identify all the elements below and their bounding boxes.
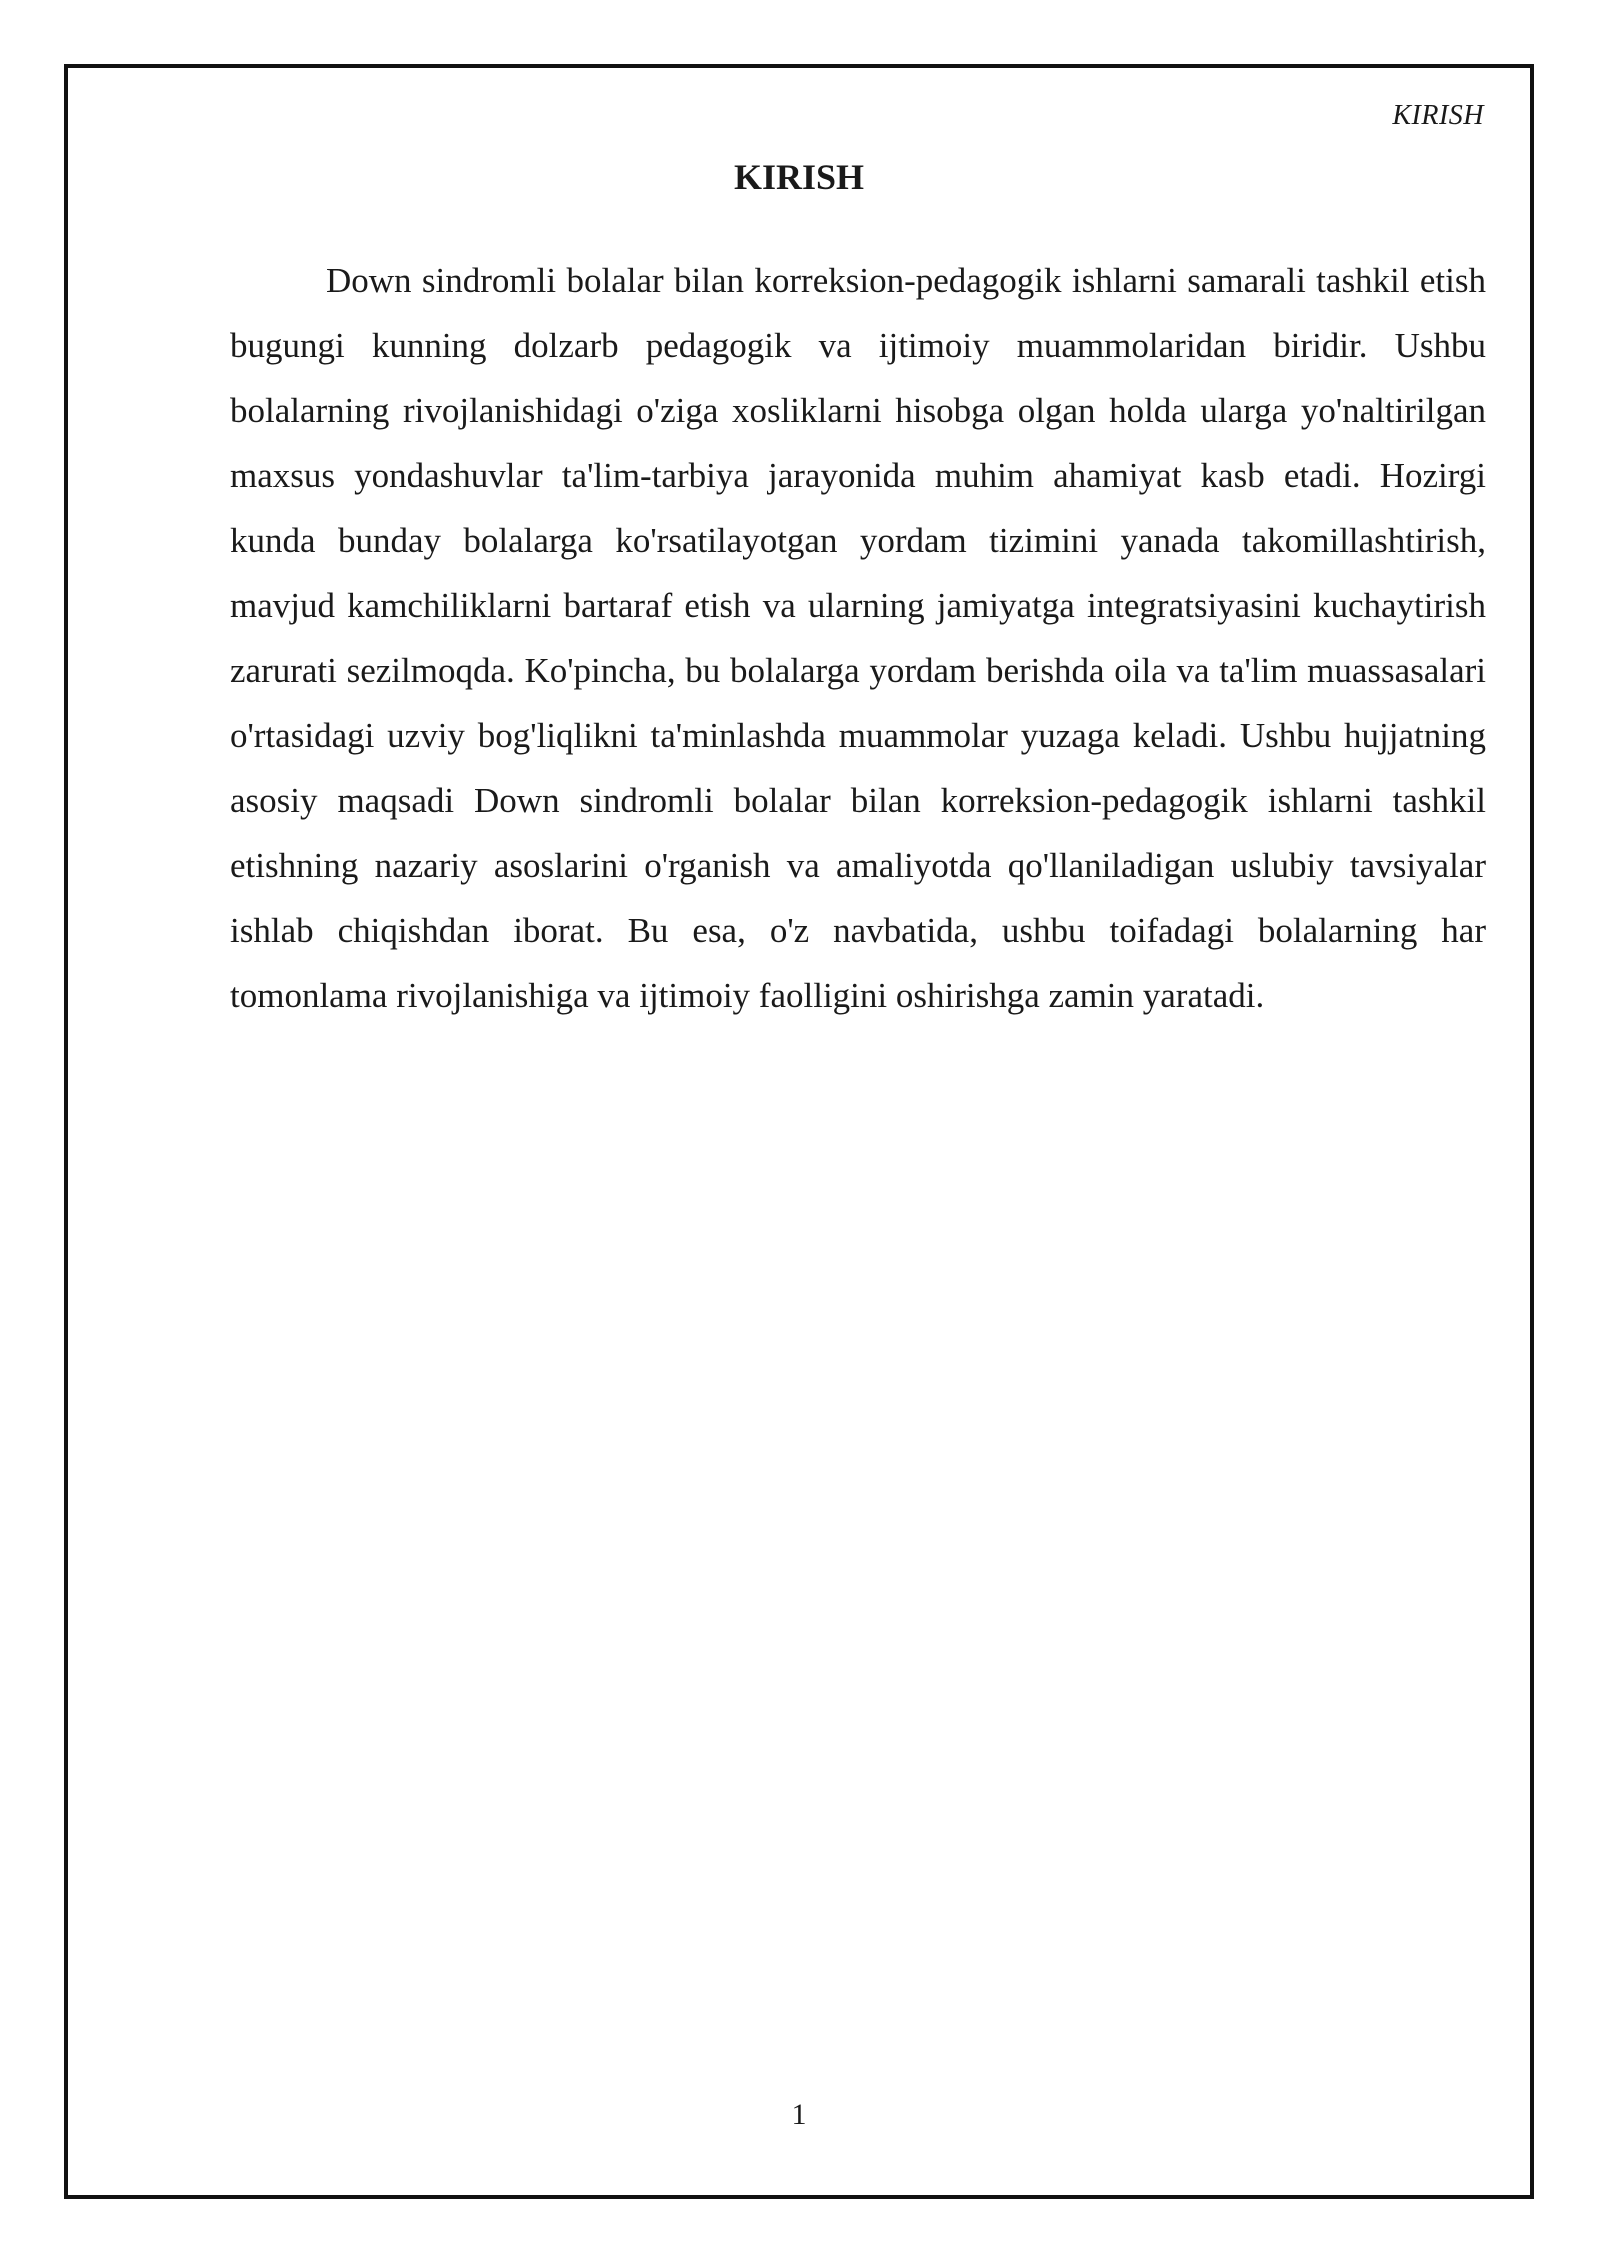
page-border-frame [64, 64, 1534, 2199]
page-number: 1 [791, 2098, 807, 2131]
body-paragraph: Down sindromli bolalar bilan korreksion-pedagogik ishlarni samarali tashkil etish bugungi kunning dolzarb pedagogik va ijtimoiy muammolaridan biridir. Ushbu bolalarning rivojlanishidagi o'ziga xosliklarni hisobga olgan holda ularga yo'naltirilgan maxsus yondashuvlar ta'lim-tarbiya jarayonida muhim ahamiyat kasb etadi. Hozirgi kunda bunday bolalarga ko'rsatilayotgan yordam tizimini yanada takomillashtirish, mavjud kamchiliklarni bartaraf etish va ularning jamiyatga integratsiyasini kuchaytirish zarurati sezilmoqda. Ko'pincha, bu bolalarga yordam berishda oila va ta'lim muassasalari o'rtasidagi uzviy bog'liqlikni ta'minlashda muammolar yuzaga keladi. Ushbu hujjatning asosiy maqsadi Down sindromli bolalar bilan korreksion-pedagogik ishlarni tashkil etishning nazariy asoslarini o'rganish va amaliyotda qo'llaniladigan uslubiy tavsiyalar ishlab chiqishdan iborat. Bu esa, o'z navbatida, ushbu toifadagi bolalarning har tomonlama rivojlanishiga va ijtimoiy faolligini oshirishga zamin yaratadi. [230, 261, 1486, 1015]
running-header: KIRISH [1392, 100, 1484, 131]
page-title: KIRISH [733, 157, 865, 197]
